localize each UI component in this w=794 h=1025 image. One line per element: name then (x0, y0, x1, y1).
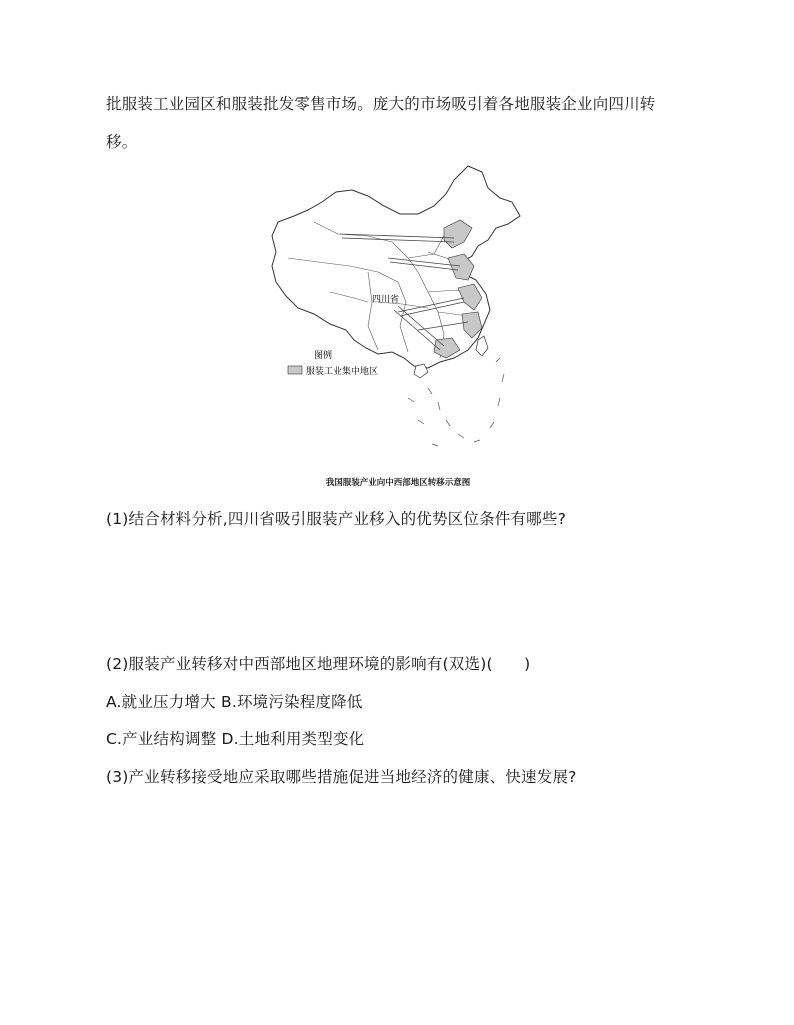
sichuan-label: 四川省 (372, 295, 400, 305)
china-map (268, 162, 526, 464)
legend-item: 服装工业集中地区 (306, 367, 379, 377)
map-caption: 我国服装产业向中西部地区转移示意图 (325, 478, 471, 488)
options-a-b: A.就业压力增大 B.环境污染程度降低 (106, 693, 363, 711)
passage-line-1: 批服装工业园区和服装批发零售市场。庞大的市场吸引着各地服装企业向四川转 (106, 95, 656, 113)
legend-title: 图例 (314, 351, 333, 361)
options-c-d: C.产业结构调整 D.土地利用类型变化 (106, 730, 365, 748)
question-1: (1)结合材料分析,四川省吸引服装产业移入的优势区位条件有哪些? (106, 510, 567, 528)
question-3: (3)产业转移接受地应采取哪些措施促进当地经济的健康、快速发展? (106, 768, 577, 786)
question-2: (2)服装产业转移对中西部地区地理环境的影响有(双选)( ) (106, 655, 531, 673)
passage-line-2: 移。 (106, 133, 138, 151)
china-map-figure (268, 162, 526, 464)
legend-swatch (288, 366, 302, 374)
